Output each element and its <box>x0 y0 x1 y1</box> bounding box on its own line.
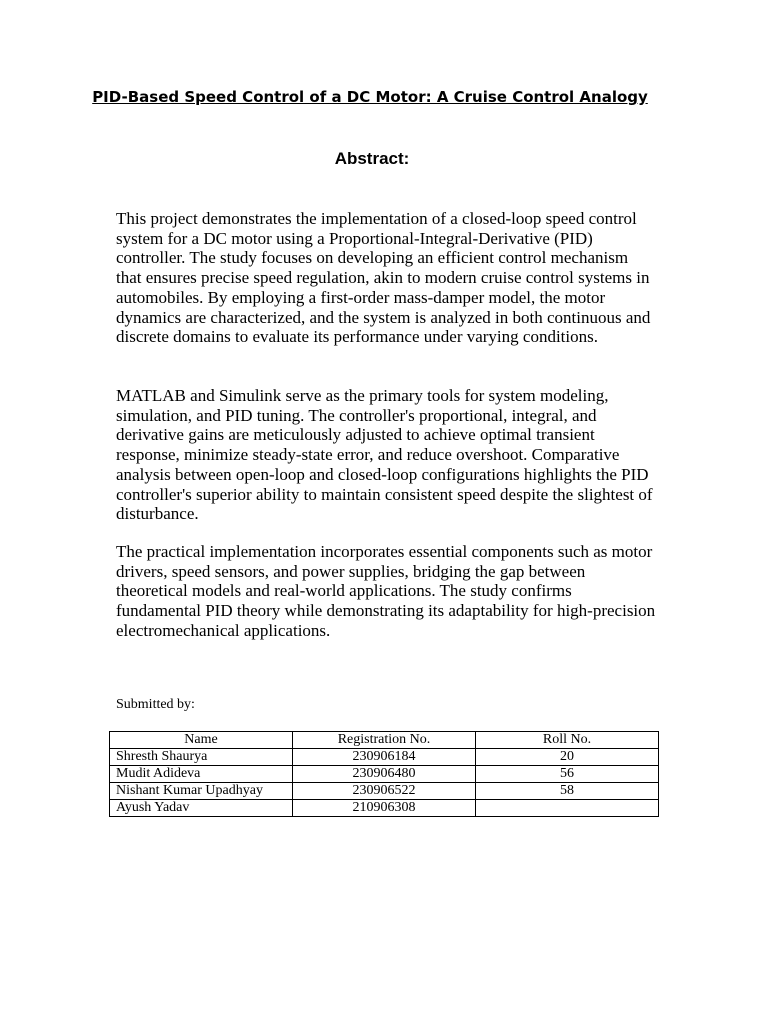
header-roll: Roll No. <box>476 732 659 749</box>
member-name: Ayush Yadav <box>110 800 293 817</box>
team-members-table <box>109 731 659 817</box>
document-title: PID-Based Speed Control of a DC Motor: A Cruise Control Analogy <box>92 88 648 106</box>
registration-number: 230906184 <box>293 749 476 766</box>
member-name: Shresth Shaurya <box>110 749 293 766</box>
member-name: Nishant Kumar Upadhyay <box>110 783 293 800</box>
table-row <box>110 766 659 783</box>
abstract-paragraph-3: The practical implementation incorporates essential components such as motor drivers, speed sensors, and power supplies, bridging the gap between theoretical models and real-world applications. The study confirms fundamental PID theory while demonstrating its adaptability for high-precision electromechanical applications. <box>116 542 656 640</box>
abstract-heading: Abstract: <box>334 149 410 168</box>
registration-number: 230906480 <box>293 766 476 783</box>
roll-number <box>476 800 659 817</box>
roll-number: 58 <box>476 783 659 800</box>
table-row <box>110 783 659 800</box>
roll-number: 56 <box>476 766 659 783</box>
submitted-by-label: Submitted by: <box>116 697 195 712</box>
header-registration: Registration No. <box>293 732 476 749</box>
registration-number: 230906522 <box>293 783 476 800</box>
table-row <box>110 749 659 766</box>
roll-number: 20 <box>476 749 659 766</box>
header-name: Name <box>110 732 293 749</box>
table-row <box>110 800 659 817</box>
table-header-row <box>110 732 659 749</box>
member-name: Mudit Adideva <box>110 766 293 783</box>
abstract-paragraph-2: MATLAB and Simulink serve as the primary tools for system modeling, simulation, and PID tuning. The controller's proportional, integral, and derivative gains are meticulously adjusted to achieve optimal transient response, minimize steady-state error, and reduce overshoot. Comparative analysis between open-loop and closed-loop configurations highlights the PID controller's superior ability to maintain consistent speed despite the slightest of disturbance. <box>116 386 653 524</box>
registration-number: 210906308 <box>293 800 476 817</box>
abstract-paragraph-1: This project demonstrates the implementation of a closed-loop speed control system for a DC motor using a Proportional-Integral-Derivative (PID) controller. The study focuses on developing an efficient control mechanism that ensures precise speed regulation, akin to modern cruise control systems in automobiles. By employing a first-order mass-damper model, the motor dynamics are characterized, and the system is analyzed in both continuous and discrete domains to evaluate its performance under varying conditions. <box>116 209 651 347</box>
